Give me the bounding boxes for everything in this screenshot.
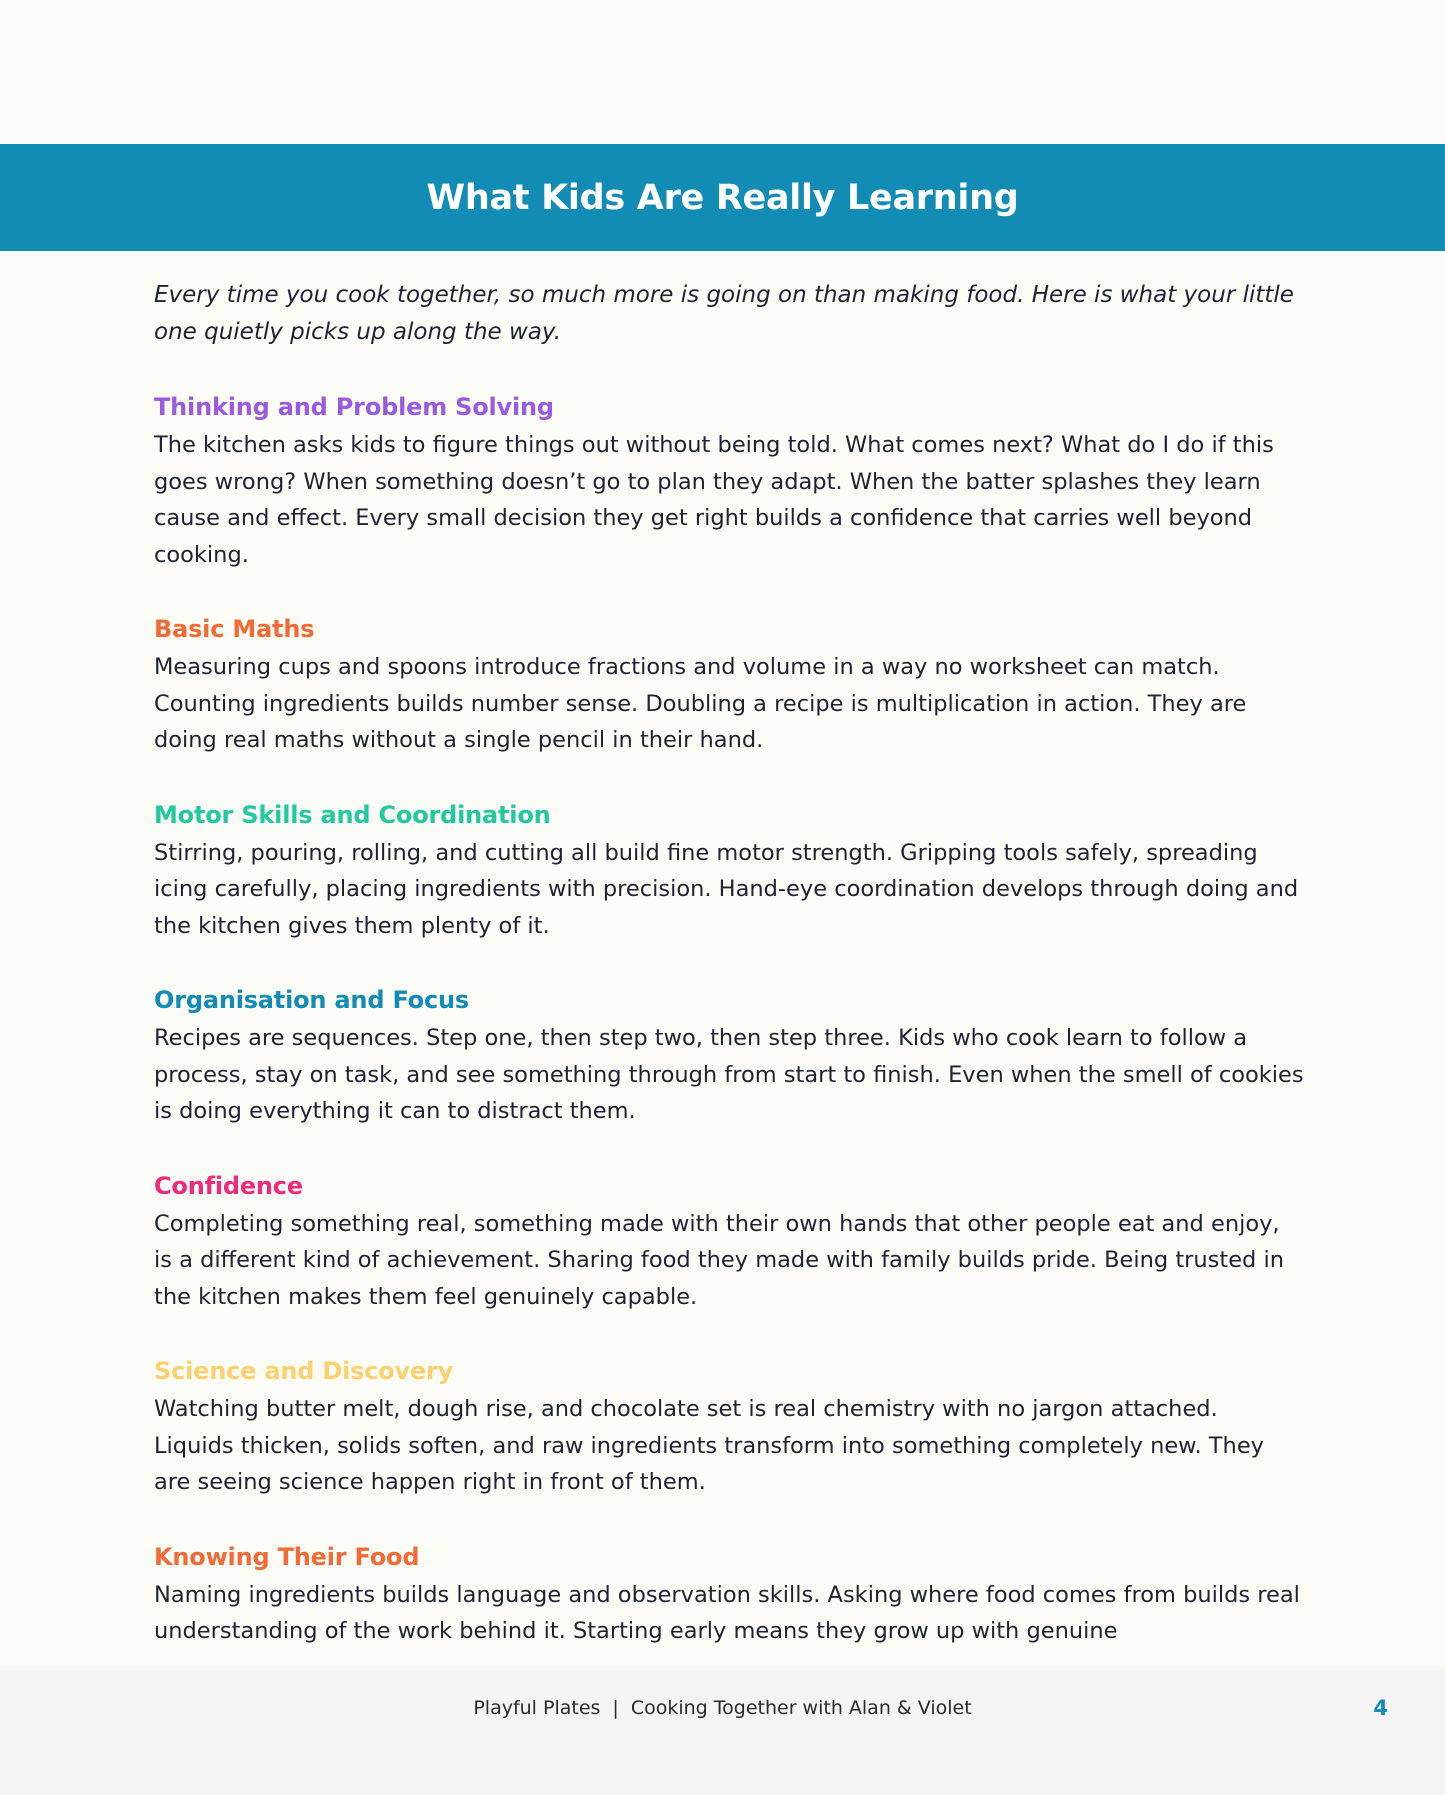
page-title: What Kids Are Really Learning xyxy=(426,177,1019,218)
section-basic-maths xyxy=(154,611,1304,759)
section-body: Recipes are sequences. Step one, then step two, then step three. Kids who cook learn to follow a process, stay on task, and see something through from start to finish. Even when the smell of cookies is doing everything it can to distract them. xyxy=(154,1025,1304,1124)
section-science-discovery xyxy=(154,1353,1304,1501)
intro-text: Every time you cook together, so much more is going on than making food. Here is what your little one quietly picks up along the way. xyxy=(154,282,1294,345)
section-thinking-problem-solving xyxy=(154,389,1304,573)
section-body: Stirring, pouring, rolling, and cutting all build fine motor strength. Gripping tools safely, spreading icing carefully, placing ingredients with precision. Hand-eye coordination develops through doing and the kitchen gives them plenty of it. xyxy=(154,839,1299,939)
footer-separator: | xyxy=(612,1697,619,1719)
footer-brand: Playful Plates xyxy=(473,1697,601,1719)
page-number: 4 xyxy=(1373,1696,1388,1720)
section-heading: Motor Skills and Coordination xyxy=(154,800,551,829)
page-content xyxy=(154,277,1304,1662)
footer-text xyxy=(0,1666,1445,1750)
section-body: Completing something real, something made with their own hands that other people eat and enjoy, is a different kind of achievement. Sharing food they made with family builds pride. Being trusted in the kitchen makes them feel genuinely capable. xyxy=(154,1210,1284,1310)
footer-subtitle: Cooking Together with Alan & Violet xyxy=(630,1697,972,1719)
header-banner xyxy=(0,144,1445,251)
section-heading: Thinking and Problem Solving xyxy=(154,393,554,421)
section-heading: Basic Maths xyxy=(154,615,315,643)
section-confidence xyxy=(154,1168,1304,1316)
section-body: Naming ingredients builds language and observation skills. Asking where food comes from builds real understanding of the work behind it. Starting early means they grow up with genuine xyxy=(154,1581,1300,1644)
section-body: Watching butter melt, dough rise, and chocolate set is real chemistry with no jargon attached. Liquids thicken, solids soften, and raw ingredients transform into something completely new. They are seeing science happen right in front of them. xyxy=(154,1396,1264,1495)
section-body: Measuring cups and spoons introduce fractions and volume in a way no worksheet can match. Counting ingredients builds number sense. Doubling a recipe is multiplication in action. They are doing real maths without a single pencil in their hand. xyxy=(154,654,1247,753)
section-heading: Confidence xyxy=(154,1171,303,1200)
page-footer xyxy=(0,1666,1445,1795)
section-heading: Science and Discovery xyxy=(154,1357,454,1385)
section-motor-skills xyxy=(154,797,1304,945)
section-organisation-focus xyxy=(154,982,1304,1130)
section-body: The kitchen asks kids to figure things out without being told. What comes next? What do I do if this goes wrong? When something doesn’t go to plan they adapt. When the batter splashes they learn cause and effect. Every small decision they get right builds a confidence that carries well beyond cooking. xyxy=(154,432,1274,568)
section-knowing-their-food xyxy=(154,1539,1304,1650)
section-heading: Knowing Their Food xyxy=(154,1542,420,1571)
section-heading: Organisation and Focus xyxy=(154,986,469,1014)
